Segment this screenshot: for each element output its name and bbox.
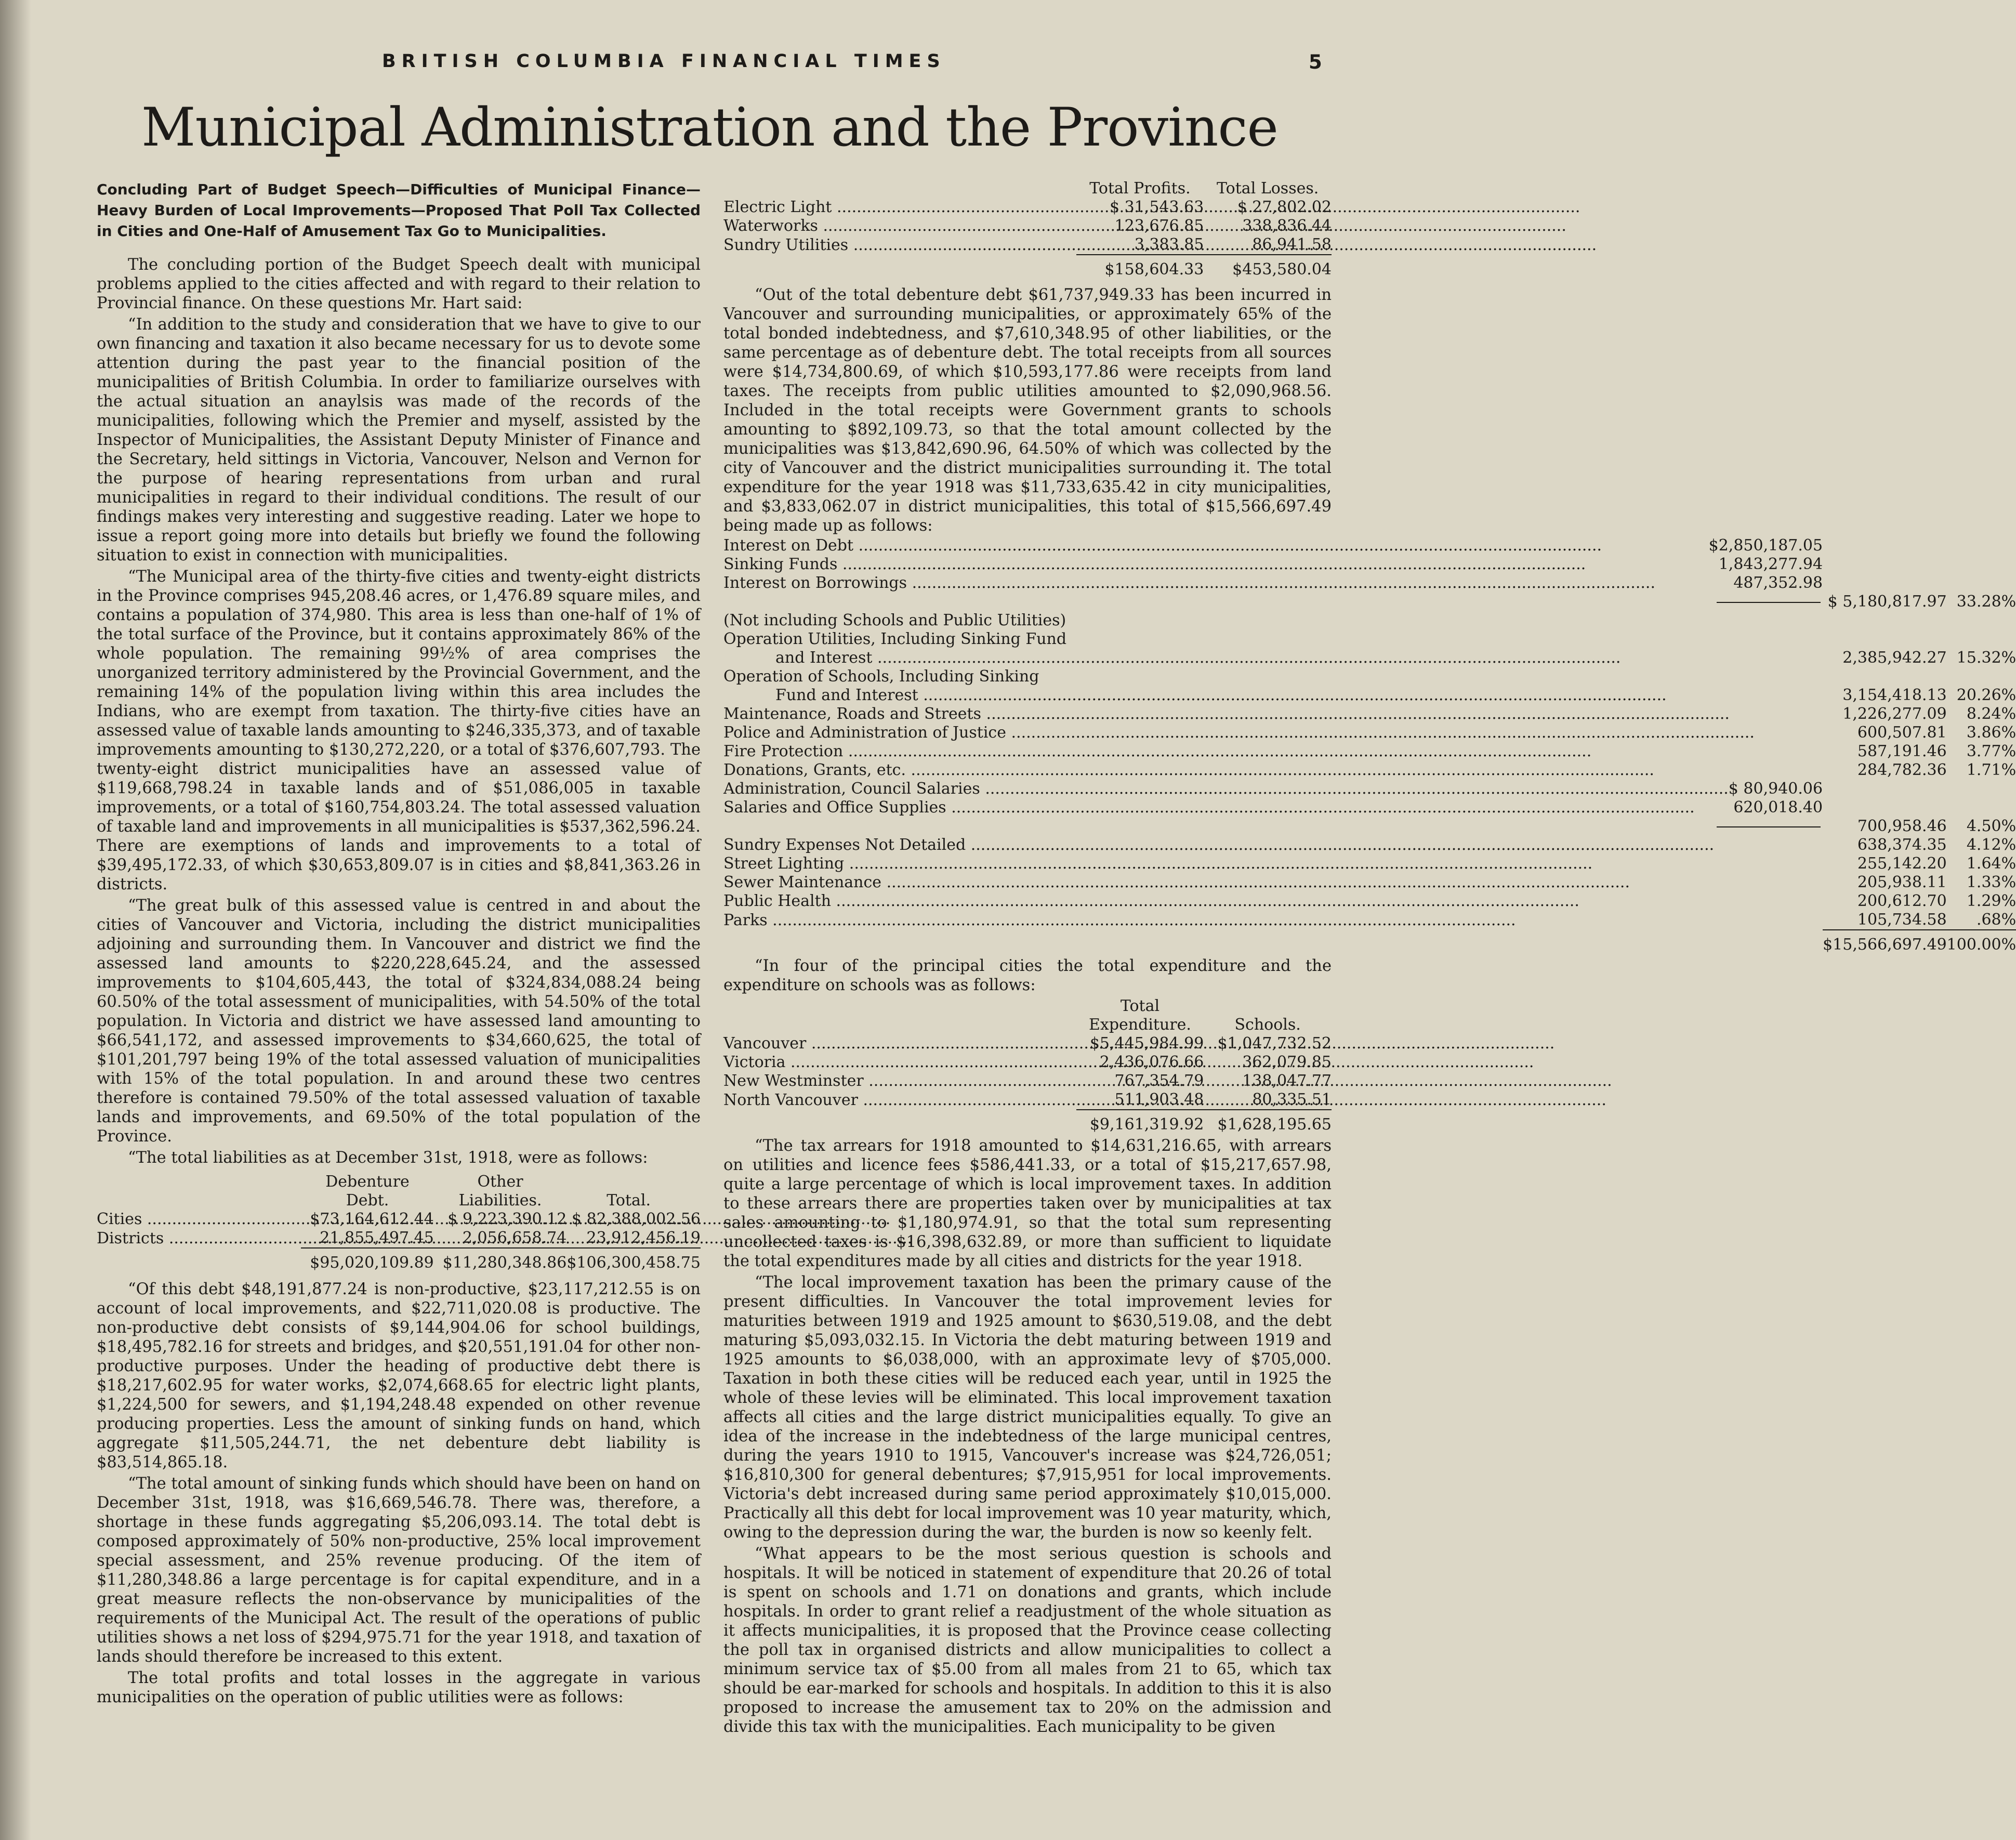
paragraph: “The total liabilities as at December 31st, 1918, were as follows: (128, 1149, 648, 1167)
table-row (723, 873, 2016, 892)
row-label: Fund and Interest (775, 686, 918, 704)
cities-expenditure-table (723, 997, 1332, 1134)
cell-value: $ 80,940.06 (1728, 780, 1823, 798)
total-value: $106,300,458.75 (566, 1248, 701, 1272)
cell-value: $ 31,543.63 (1109, 198, 1204, 216)
row-label: Electric Light (723, 198, 832, 216)
cell-value: 21,855,497.45 (320, 1229, 434, 1247)
paragraph: “Of this debt $48,191,877.24 is non-productive, $23,117,212.55 is on account of local improvements, and $22,711,020.08 is productive. The non-productive debt consists of $9,144,904.06 for school buildings, $18,495,782.16 for streets and bridges, and $20,551,191.04 for other non-productive purposes. Under the heading of productive debt there is $18,217,602.95 for water works, $2,074,668.65 for electric light plants, $1,224,500 for sewers, and $1,194,248.48 expended on other revenue producing properties. Less the amount of sinking funds on hand, which aggregate $11,505,244.71, the net debenture debt liability is $83,514,865.18. (97, 1280, 701, 1471)
cell-pct: 1.29% (1966, 892, 2016, 910)
table-row (723, 780, 2016, 798)
row-label: Maintenance, Roads and Streets (723, 705, 982, 723)
row-label: Waterworks (723, 217, 818, 235)
table-row (723, 198, 1332, 217)
article-title: Municipal Administration and the Province (141, 97, 1278, 159)
table-row (723, 855, 2016, 873)
cell-value: 2,056,658.74 (462, 1229, 567, 1247)
total-value: $1,628,195.65 (1204, 1110, 1332, 1134)
table-row (723, 705, 2016, 724)
cell-value: 3,383.85 (1134, 235, 1204, 254)
row-label: Salaries and Office Supplies (723, 798, 946, 817)
expenditure-table (723, 536, 2016, 954)
paragraph: “What appears to be the most serious question is schools and hospitals. It will be noticed in statement of expenditure that 20.26 of total is spent on schools and 1.71 on donations and grants, which include hospitals. In order to grant relief a readjustment of the whole situation as it affects municipalities, it is proposed that the Province cease collecting the poll tax in organised districts and allow municipalities to collect a minimum service tax of $5.00 from all males from 21 to 65, which tax should be ear-marked for schools and hospitals. In addition to this it is also proposed to increase the amusement tax to 20% on the admission and divide this tax with the municipalities. Each municipality to be given (723, 1545, 1332, 1736)
article-deck: Concluding Part of Budget Speech—Difficulties of Municipal Finance—Heavy Burden of Local Improvements—Proposed That Poll Tax Collected in Cities and One-Half of Amusement Tax Go to Municipalities. (97, 181, 701, 240)
row-label: North Vancouver (723, 1091, 858, 1109)
table-row (723, 649, 2016, 667)
paragraph: “The tax arrears for 1918 amounted to $14,631,216.65, with arrears on utilities and licence fees $586,441.33, or a total of $15,217,657.98, quite a large percentage of which is local improvement taxes. In addition to these arrears there are properties taken over by municipalities at tax sales amounting to $1,180,974.91, so that the total sum representing uncollected taxes is $16,398,632.89, or more than sufficient to liquidate the total expenditures made by all cities and districts for the year 1918. (723, 1137, 1332, 1270)
totals-row (723, 1110, 1332, 1134)
totals-row (723, 930, 2016, 954)
paragraph: The concluding portion of the Budget Speech dealt with municipal problems applied to the cities affected and with regard to their relation to Provincial finance. On these questions Mr. Hart said: (97, 256, 701, 312)
row-label: Interest on Borrowings (723, 574, 907, 592)
cell-value: $ 27,802.02 (1237, 198, 1332, 216)
utilities-table (723, 179, 1332, 279)
table-row (723, 742, 2016, 761)
total-value: $9,161,319.92 (1076, 1110, 1204, 1134)
column-header-debenture-debt: Debenture Debt. (325, 1173, 410, 1210)
total-value: $453,580.04 (1204, 255, 1332, 279)
column-header-total-expenditure: Total Expenditure. (1089, 997, 1191, 1034)
cell-value: 138,047.77 (1242, 1072, 1332, 1090)
row-label: Police and Administration of Justice (723, 724, 1006, 742)
table-row (723, 217, 1332, 235)
total-pct: 100.00% (1947, 930, 2016, 954)
cell-pct: 15.32% (1956, 649, 2016, 667)
cell-pct: 1.33% (1966, 873, 2016, 891)
paragraph: “The total amount of sinking funds which should have been on hand on December 31st, 1918, was $16,669,546.78. There was, therefore, a shortage in these funds aggregating $5,206,093.14. The total debt is composed approximately of 50% non-productive, 25% local improvement special assessment, and 25% revenue producing. Of the item of $11,280,348.86 a large percentage is for capital expenditure, and in a great measure reflects the non-observance by municipalities of the requirements of the Municipal Act. The result of the operations of public utilities shows a net loss of $294,975.71 for the year 1918, and taxation of lands should therefore be increased to this extent. (97, 1475, 701, 1666)
cell-pct: 8.24% (1966, 705, 2016, 723)
row-label: Operation of Schools, Including Sinking (723, 667, 1039, 686)
cell-value: $73,164,612.44 (310, 1210, 434, 1228)
total-value: $11,280,348.86 (434, 1248, 567, 1272)
column-header-schools: Schools. (1234, 1016, 1301, 1034)
row-label: Administration, Council Salaries (723, 780, 980, 798)
cell-value: $ 9,223,390.12 (447, 1210, 567, 1228)
table-row (723, 1072, 1332, 1090)
cell-value: $1,047,732.52 (1217, 1034, 1332, 1053)
cell-value: $2,850,187.05 (1708, 536, 1823, 555)
row-label: Operation Utilities, Including Sinking Fund (723, 630, 1067, 648)
totals-row (97, 1248, 701, 1272)
paragraph: “The local improvement taxation has been the primary cause of the present difficulties. In Vancouver the total improvement levies for maturities between 1919 and 1925 amount to $630,519.08, and the debt maturing $5,093,032.15. In Victoria the debt maturing between 1919 and 1925 amounts to $6,038,000, with an approximate levy of $705,000. Taxation in both these cities will be reduced each year, until in 1925 the whole of these levies will be eliminated. This local improvement taxation affects all cities and the large district municipalities equally. To give an idea of the increase in the indebtedness of the large municipal centres, during the years 1910 to 1915, Vancouver's increase was $24,726,051; $16,810,300 for general debentures; $7,915,951 for local improvements. Victoria's debt increased during same period approximately $10,015,000. Practically all this debt for local improvement was 10 year maturity, which, owing to the depression during the war, the burden is now so keenly felt. (723, 1273, 1332, 1542)
cell-pct: 3.77% (1966, 742, 2016, 760)
table-row (97, 1229, 701, 1248)
cell-value: $ 82,388,002.56 (571, 1210, 701, 1228)
subtotal-row (723, 817, 2016, 836)
cell-pct: 3.86% (1966, 724, 2016, 742)
table-row (723, 724, 2016, 742)
row-label: Districts (97, 1229, 164, 1247)
row-label: Donations, Grants, etc. (723, 761, 906, 779)
cell-value: 587,191.46 (1857, 742, 1947, 760)
cell-value: 1,843,277.94 (1718, 555, 1823, 573)
cell-pct: 4.50% (1966, 817, 2016, 835)
cell-value: 80,335.51 (1252, 1090, 1332, 1109)
row-label: Sinking Funds (723, 555, 838, 573)
table-row (723, 1090, 1332, 1110)
cell-value: 767,354.79 (1114, 1072, 1204, 1090)
cell-value: 284,782.36 (1857, 761, 1947, 779)
row-label: Victoria (723, 1053, 786, 1071)
table-row (723, 836, 2016, 855)
table-row (723, 574, 2016, 593)
cell-pct: 20.26% (1956, 686, 2016, 704)
cell-pct: 4.12% (1966, 836, 2016, 854)
cell-value: 255,142.20 (1857, 855, 1947, 873)
liabilities-table (97, 1173, 701, 1272)
cell-pct: 1.64% (1966, 855, 2016, 873)
table-row (723, 911, 2016, 930)
paragraph: “The great bulk of this assessed value is centred in and about the cities of Vancouver and Victoria, including the district municipalities adjoining and surrounding them. In Vancouver and district we find the assessed land amounts to $220,228,645.24, and the assessed improvements to $104,605,443, the total of $324,834,088.24 being 60.50% of the total assessment of municipalities, with 54.50% of the total population. In Victoria and district we have assessed land amounting to $66,541,172, and assessed improvements to $34,660,625, the total of $101,201,797 being 19% of the total assessed valuation of municipalities with 15% of the total population. In and around these two centres therefore is contained 79.50% of the total assessed valuation of taxable lands and improvements, and 69.50% of the total population of the Province. (97, 897, 701, 1146)
cell-value: 2,385,942.27 (1842, 649, 1947, 667)
total-value: $95,020,109.89 (301, 1248, 434, 1272)
cell-value: 23,912,456.19 (586, 1229, 701, 1247)
row-label: Interest on Debt (723, 536, 854, 555)
page-gutter-shade (0, 0, 31, 1840)
column-header-losses: Total Losses. (1217, 179, 1319, 198)
paragraph: “In four of the principal cities the total expenditure and the expenditure on schools was as follows: (723, 957, 1332, 994)
paragraph: “Out of the total debenture debt $61,737,949.33 has been incurred in Vancouver and surrounding municipalities, or approximately 65% of the total bonded indebtedness, and $7,610,348.95 of other liabilities, or the same percentage as of debenture debt. The total receipts from all sources were $14,734,800.69, of which $10,593,177.86 were receipts from land taxes. The receipts from public utilities amounted to $2,090,968.56. Included in the total receipts were Government grants to schools amounting to $892,109.73, so that the total amount collected by the municipalities was $13,842,690.96, 64.50% of which was collected by the city of Vancouver and the district municipalities surrounding it. The total expenditure for the year 1918 was $11,733,635.42 in city municipalities, and $3,833,062.07 in district municipalities, this total of $15,566,697.49 being made up as follows: (723, 286, 1332, 535)
paragraph: The total profits and total losses in the aggregate in various municipalities on the operation of public utilities were as follows: (97, 1669, 701, 1706)
table-row (723, 1034, 1332, 1053)
total-value: $15,566,697.49 (1823, 930, 1947, 954)
page-number: 5 (1309, 51, 1322, 73)
column-header-other-liabilities: Other Liabilities. (458, 1173, 542, 1210)
subtotal-row (723, 593, 2016, 611)
totals-row (723, 255, 1332, 279)
table-row (723, 555, 2016, 574)
table-row (723, 235, 1332, 255)
table-row (723, 686, 2016, 705)
row-label: Fire Protection (723, 742, 844, 760)
table-row (723, 1053, 1332, 1072)
right-column (723, 179, 2016, 1737)
cell-value: 105,734.58 (1857, 911, 1947, 929)
row-label: Parks (723, 911, 768, 929)
cell-value: 487,352.98 (1733, 574, 1823, 592)
column-header-total: Total. (607, 1191, 651, 1210)
total-value: $158,604.33 (1076, 255, 1204, 279)
cell-value: 638,374.35 (1857, 836, 1947, 854)
cell-value: 338,836.44 (1242, 217, 1332, 235)
cell-value: 86,941.58 (1252, 235, 1332, 254)
table-note: (Not including Schools and Public Utilities) (723, 611, 1066, 629)
cell-value: 3,154,418.13 (1842, 686, 1947, 704)
table-row (97, 1210, 701, 1229)
paragraph: “The Municipal area of the thirty-five cities and twenty-eight districts in the Province comprises 945,208.46 acres, or 1,476.89 square miles, and contains a population of 374,980. This area is less than one-half of 1% of the total surface of the Province, but it contains approximately 86% of the whole population. The remaining 99½% of area comprises the unorganized territory administered by the Provincial Government, and the remaining 14% of the population living within this area includes the Indians, who are exempt from taxation. The thirty-five cities have an assessed value of taxable lands amounting to $246,335,373, and of taxable improvements amounting to $130,272,220, or a total of $376,607,793. The twenty-eight district municipalities have an assessed value of $119,668,798.24 in taxable lands and of $51,086,005 in taxable improvements, or a total of $160,754,803.24. The total assessed valuation of taxable land and improvements in all municipalities is $537,362,596.24. There are exemptions of lands and improvements to a total of $39,495,172.33, of which $30,653,809.07 is in cities and $8,841,363.26 in districts. (97, 568, 701, 893)
cell-pct: 1.71% (1966, 761, 2016, 779)
running-head: BRITISH COLUMBIA FINANCIAL TIMES (382, 51, 946, 72)
cell-pct: .68% (1976, 911, 2016, 929)
column-header-profits: Total Profits. (1089, 179, 1191, 198)
cell-value: $ 5,180,817.97 (1827, 593, 1947, 611)
row-label: and Interest (775, 649, 873, 667)
cell-value: 123,676.85 (1114, 217, 1204, 235)
row-label: Sundry Utilities (723, 236, 849, 254)
cell-value: 200,612.70 (1857, 892, 1947, 910)
table-row (723, 536, 2016, 555)
row-label: Sewer Maintenance (723, 873, 882, 891)
cell-value: 1,226,277.09 (1842, 705, 1947, 723)
cell-value: 700,958.46 (1857, 817, 1947, 835)
cell-value: $5,445,984.99 (1089, 1034, 1204, 1053)
paragraph: “In addition to the study and consideration that we have to give to our own financing and taxation it also became necessary for us to devote some attention during the past year to the financial position of the municipalities of British Columbia. In order to familiarize ourselves with the actual situation an anaylsis was made of the records of the municipalities, following which the Premier and myself, assisted by the Inspector of Municipalities, the Assistant Deputy Minister of Finance and the Secretary, held sittings in Victoria, Vancouver, Nelson and Vernon for the purpose of hearing representations from urban and rural municipalities in regard to their individual conditions. The result of our findings makes very interesting and suggestive reading. Later we hope to issue a report going more into details but briefly we found the following situation to exist in connection with municipalities. (97, 316, 701, 564)
table-row (723, 798, 2016, 817)
cell-value: 600,507.81 (1857, 724, 1947, 742)
row-label: Public Health (723, 892, 832, 910)
row-label: Street Lighting (723, 855, 845, 873)
table-row (723, 892, 2016, 911)
cell-value: 2,436,076.66 (1099, 1053, 1204, 1071)
row-label: Sundry Expenses Not Detailed (723, 836, 966, 854)
row-label: New Westminster (723, 1072, 864, 1090)
left-column (97, 179, 701, 1707)
cell-value: 511,903.48 (1114, 1090, 1204, 1109)
row-label: Cities (97, 1210, 142, 1228)
cell-value: 620,018.40 (1733, 798, 1823, 817)
cell-value: 205,938.11 (1857, 873, 1947, 891)
row-label: Vancouver (723, 1034, 807, 1053)
cell-pct: 33.28% (1956, 593, 2016, 611)
table-row (723, 761, 2016, 780)
cell-value: 362,079.85 (1242, 1053, 1332, 1071)
